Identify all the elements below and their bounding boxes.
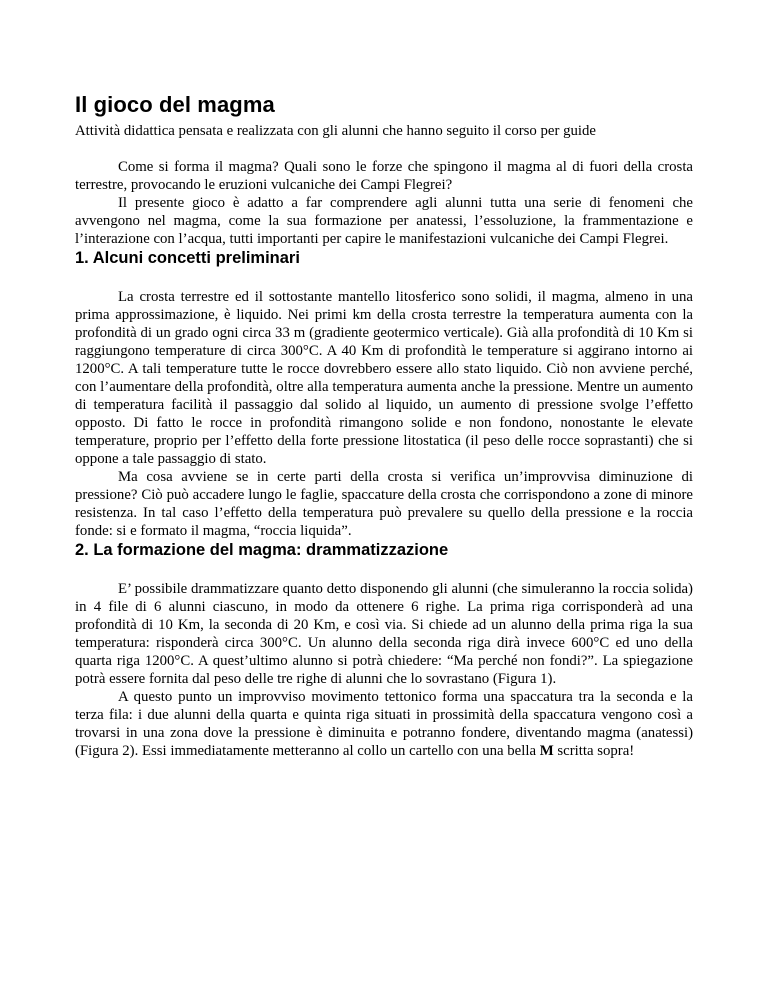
intro-paragraph: Il presente gioco è adatto a far comprendere agli alunni tutta una serie di fenomeni che avvengono nel magma, come la sua formazione per anatessi, l’essoluzione, la frammentazione e l’interazione con l’acqua, tutti importanti per capire le manifestazioni vulcaniche dei Campi Flegrei. — [75, 195, 693, 247]
document-title: Il gioco del magma — [75, 92, 275, 117]
intro-block — [75, 158, 693, 248]
section-body — [75, 580, 693, 760]
section-heading: 2. La formazione del magma: drammatizzazione — [75, 541, 449, 559]
paragraph-text: A questo punto un improvviso movimento tettonico forma una spaccatura tra la seconda e la terza fila: i due alunni della quarta e quinta riga situati in prossimità della spaccatura vengono così a trovarsi in una zona dove la pressione è diminuita e potranno fondere, diventando magma (anatessi) (Figura 2). Essi immediatamente metteranno al collo un cartello con una bella — [75, 689, 693, 759]
section-heading: 1. Alcuni concetti preliminari — [75, 249, 300, 267]
intro-paragraph: Come si forma il magma? Quali sono le forze che spingono il magma al di fuori della crosta terrestre, provocando le eruzioni vulcaniche dei Campi Flegrei? — [75, 159, 693, 193]
body-paragraph: Ma cosa avviene se in certe parti della crosta si verifica un’improvvisa diminuzione di pressione? Ciò può accadere lungo le faglie, spaccature della crosta che corrispondono a zone di minore resistenza. In tal caso l’effetto della temperatura può prevalere su quello della pressione e la roccia fonde: si e formato il magma, “roccia liquida”. — [75, 469, 693, 539]
document-subtitle: Attività didattica pensata e realizzata con gli alunni che hanno seguito il corso per guide — [75, 123, 596, 139]
paragraph-text: scritta sopra! — [557, 743, 635, 759]
bold-letter: M — [539, 743, 554, 759]
body-paragraph: E’ possibile drammatizzare quanto detto disponendo gli alunni (che simuleranno la roccia solida) in 4 file di 6 alunni ciascuno, in modo da ottenere 6 righe. La prima riga corrisponderà ad una profondità di 10 Km, la seconda di 20 Km, e così via. Si chiede ad un alunno della prima riga la sua temperatura: risponderà circa 300°C. Un alunno della seconda riga dirà invece 600°C ed uno della quarta riga 1200°C. A quest’ultimo alunno si potrà chiedere: “Ma perché non fondi?”. La spiegazione potrà essere fornita dal peso delle tre righe di alunni che lo sovrastano (Figura 1). — [75, 581, 693, 687]
document-page — [75, 92, 693, 760]
section-body — [75, 288, 693, 540]
body-paragraph: La crosta terrestre ed il sottostante mantello litosferico sono solidi, il magma, almeno in una prima approssimazione, è liquido. Nei primi km della crosta terrestre la temperatura aumenta con la profondità di un grado ogni circa 33 m (gradiente geotermico verticale). Già alla profondità di 10 Km si raggiungono temperature di circa 300°C. A 40 Km di profondità le temperature si aggirano intorno ai 1200°C. A tali temperature tutte le rocce dovrebbero essere allo stato liquido. Ciò non avviene perché, con l’aumentare della profondità, oltre alla temperatura aumenta anche la pressione. Mentre un aumento di temperatura facilità il passaggio dal solido al liquido, un aumento di pressione svolge l’effetto opposto. Di fatto le rocce in profondità rimangono solide e non fondono, nonostante le elevate temperature, proprio per l’effetto della forte pressione litostatica (il peso delle rocce soprastanti) che si oppone a tale passaggio di stato. — [75, 289, 693, 467]
body-paragraph — [75, 688, 693, 760]
